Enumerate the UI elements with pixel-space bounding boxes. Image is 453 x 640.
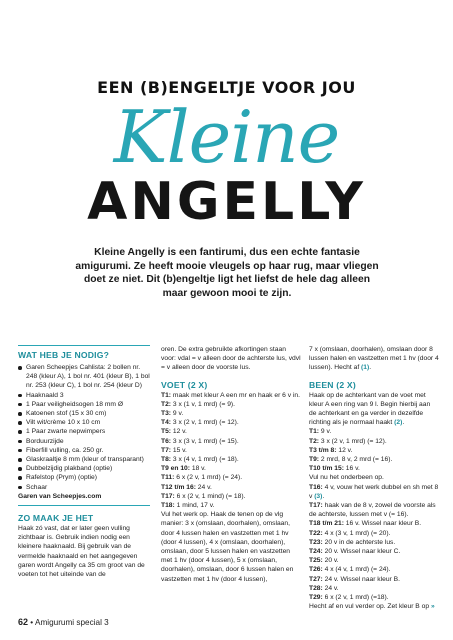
- pattern-row: T23: 20 v in de achterste lus.: [309, 538, 396, 546]
- column-materials: [18, 345, 150, 579]
- howto-heading: ZO MAAK JE HET: [18, 513, 94, 524]
- materials-heading: WAT HEB JE NODIG?: [18, 350, 110, 360]
- pattern-row: T18 t/m 21: 16 v. Wissel naar kleur B.: [309, 520, 422, 528]
- yarn-credit: Garen van Scheepjes.com: [18, 492, 102, 500]
- material-item: Katoenen stof (15 x 30 cm): [18, 409, 150, 418]
- pattern-row: T6: 3 x (3 v, 1 mrd) (= 15).: [161, 437, 239, 445]
- pattern-row: T18: 1 mind, 17 v.: [161, 502, 215, 510]
- pattern-row: T9: 2 mrd, 8 v, 2 mrd (= 16).: [309, 456, 393, 464]
- pattern-row: T26: 4 x (4 v, 1 mrd) (= 24).: [309, 566, 391, 574]
- leg-intro-text: Haak op de achterkant van de voet met kleur A een ring van 9 l. Begin hierbij aan de achterkant en ga verder in dezelfde richting als je normaal haakt (2).: [309, 391, 431, 427]
- main-title: ANGELLY: [87, 172, 366, 232]
- pattern-row: T1: maak met kleur A een mr en haak er 6 v in.: [161, 391, 301, 399]
- pattern-row: T22: 4 x (3 v, 1 mrd) (= 20).: [309, 529, 391, 537]
- toes-end-text: 7 x (omslaan, doorhalen), omslaan door 8 lussen halen en vastzetten met 1 hv (door 4 lussen). Hecht af (1).: [309, 346, 439, 372]
- continue-line: Hecht af en vul verder op. Zet kleur B op »: [309, 603, 435, 611]
- column-leg: [309, 345, 439, 611]
- column-foot: [161, 345, 301, 584]
- pattern-row: T24: 20 v. Wissel naar kleur C.: [309, 548, 401, 556]
- page-number: 62: [18, 617, 29, 627]
- material-item: Glaskraaltje 8 mm (kleur of transparant): [18, 455, 150, 464]
- material-item: 1 Paar zwarte nepwimpers: [18, 427, 150, 436]
- pattern-row: T2: 3 x (1 v, 1 mrd) (= 9).: [161, 400, 236, 408]
- pattern-row: T10 t/m 15: 16 v.: [309, 465, 360, 473]
- foot-heading: VOET (2 X): [161, 379, 208, 390]
- pattern-row: T7: 15 v.: [161, 446, 187, 454]
- publication-name: Amigurumi special 3: [35, 618, 109, 627]
- foot-tail-text: Vul het werk op. Haak de tenen op de vlg manier: 3 x (omslaan, doorhalen), omslaan, door 4 lussen halen en vastzetten met 1 hv (door 4 lussen), 4 x (omslaan, doorhalen), omslaan, door 5 lussen halen en vastzetten met 1 hv (door 4 lussen), 5 x (omslaan, doorhalen), omslaan, door 6 lussen halen en vastzetten met 1 hv (door 4 lussen),: [161, 511, 294, 583]
- material-item: Dubbelzijdig plakband (optie): [18, 464, 150, 473]
- pattern-row: T5: 12 v.: [161, 428, 187, 436]
- photo-ref-1: (1): [361, 364, 370, 372]
- materials-box: [18, 345, 150, 506]
- pattern-row: T29: 6 x (2 v, 1 mrd) (=18).: [309, 594, 389, 602]
- material-item: Borduurzijde: [18, 437, 150, 446]
- material-item: Haaknaald 3: [18, 391, 150, 400]
- pattern-row: T1: 9 v.: [309, 428, 332, 436]
- pattern-row: T27: 24 v. Wissel naar kleur B.: [309, 575, 400, 583]
- pattern-row: T9 en 10: 18 v.: [161, 465, 206, 473]
- pattern-row: T8: 3 x (4 v, 1 mrd) (= 18).: [161, 456, 239, 464]
- footer-separator: •: [30, 618, 34, 627]
- howto-text: Haak zó vast, dat er later geen vulling zichtbaar is. Gebruik indien nodig een kleinere haaknaald. Bij gebruik van de vermelde haaknaald en het aangegeven garen wordt Angelly ca 35 cm groot van de voeten tot het uiteinde van de: [18, 525, 145, 579]
- material-item: Garen Scheepjes Cahlista: 2 bollen nr. 248 (kleur A), 1 bol nr. 401 (kleur B), 1 bol nr. 253 (kleur C), 1 bol nr. 254 (kleur D): [18, 363, 150, 391]
- pattern-row: T12 t/m 16: 24 v.: [161, 483, 212, 491]
- page-footer: [18, 617, 109, 627]
- abbrev-text: oren. De extra gebruikte afkortingen staan voor: vdal = v alleen door de achterste lus, vdvl = v alleen door de voorste lus.: [161, 346, 301, 372]
- pattern-row: T17: haak van de 8 v, zowel de voorste als de achterste, lussen met v (= 16).: [309, 502, 436, 519]
- pattern-row: T3: 9 v.: [161, 410, 184, 418]
- photo-ref-2: (2): [394, 419, 403, 427]
- article-kicker: EEN (B)ENGELTJE VOOR JOU: [97, 78, 356, 97]
- pattern-row: T17: 6 x (2 v, 1 mind) (= 18).: [161, 492, 246, 500]
- pattern-row: T28: 24 v.: [309, 584, 339, 592]
- material-item: 1 Paar veiligheidsogen 18 mm Ø: [18, 400, 150, 409]
- material-item: Schaar: [18, 483, 150, 492]
- photo-ref-3: (3): [314, 492, 323, 500]
- pattern-row: T3 t/m 8: 12 v.: [309, 446, 353, 454]
- material-item: Vilt wit/crème 10 x 10 cm: [18, 418, 150, 427]
- pattern-row: T16: 4 v, vouw het werk dubbel en sh met 8 v (3).: [309, 483, 439, 500]
- pattern-row: T4: 3 x (2 v, 1 mrd) (= 12).: [161, 419, 239, 427]
- intro-paragraph: Kleine Angelly is een fantirumi, dus een echte fantasie amigurumi. Ze heeft mooie vleugels op haar rug, maar vliegen doet ze niet. Dit (b)engeltje ligt het liefst de hele dag alleen maar gewoon mooi te zijn.: [75, 247, 379, 299]
- material-item: Fiberfill vulling, ca. 250 gr.: [18, 446, 150, 455]
- pattern-row: T25: 20 v.: [309, 557, 339, 565]
- script-title: Kleine: [113, 95, 340, 179]
- fill-note: Vul nu het onderbeen op.: [309, 474, 384, 482]
- leg-heading: BEEN (2 X): [309, 379, 356, 390]
- material-item: Rafelstop (Prym) (optie): [18, 473, 150, 482]
- pattern-row: T2: 3 x (2 v, 1 mrd) (= 12).: [309, 437, 387, 445]
- pattern-row: T11: 6 x (2 v, 1 mrd) (= 24).: [161, 474, 243, 482]
- materials-list: [18, 363, 150, 492]
- continue-arrow-icon: »: [430, 603, 435, 611]
